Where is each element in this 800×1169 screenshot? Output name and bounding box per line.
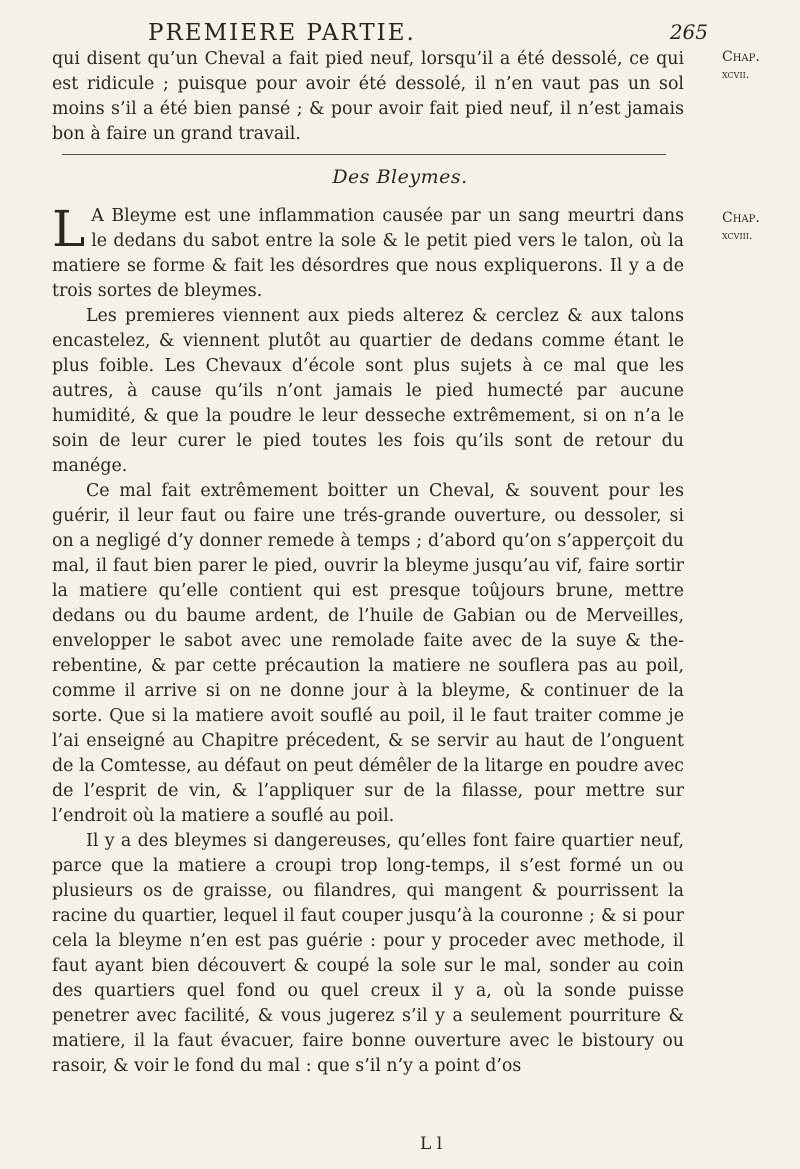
- paragraph: Ce mal fait extrêmement boitter un Cheval, & souvent pour les guérir, il leur faut ou faire une trés-grande ouverture, ou dessoler, si on a negligé d’y donner remede à temps ; d’abord qu’on s’apperçoit du mal, il faut bien parer le pied, ouvrir la bleyme jusqu’au vif, faire sortir la matiere qu’elle contient qui est presque toûjours brune, mettre dedans ou du baume ardent, de l’huile de Gabian ou de Merveilles, envelopper le sabot avec une remolade faite avec de la suye & the-rebentine, & par cette précaution la matiere ne souflera pas au poil, comme il arrive si on ne donne jour à la bleyme, & continuer de la sorte. Que si la matiere avoit souflé au poil, il le faut traiter comme je l’ai enseigné au Chapitre précedent, & se servir au haut de l’onguent de la Comtesse, au défaut on peut démêler de la litarge en poudre avec de l’esprit de vin, & l’appliquer sur de la filasse, pour mettre sur l’endroit où la matiere a souflé au poil.: [52, 481, 684, 826]
- paragraph: [52, 200, 684, 304]
- margin-note-label: Chap.: [722, 49, 760, 65]
- paragraph: Il y a des bleymes si dangereuses, qu’elles font faire quartier neuf, parce que la matiere a croupi trop long-temps, il s’est formé un ou plusieurs os de graisse, ou filandres, qui mangent & pourrissent la racine du quartier, lequel il faut couper jusqu’à la couronne ; & si pour cela la bleyme n’en est pas guérie : pour y proceder avec methode, il faut ayant bien découvert & coupé la sole sur le mal, sonder au coin des quartiers quel fond ou quel creux il y a, où la sonde puisse penetrer avec facilité, & vous jugerez s’il y a seulement pourriture & matiere, il la faut évacuer, faire bonne ouverture avec le bistoury ou rasoir, & voir le fond du mal : que s’il n’y a point d’os: [52, 831, 684, 1076]
- margin-note-chapter: [722, 49, 792, 83]
- margin-note-chapter: [722, 210, 792, 244]
- margin-note-number: xcvii.: [722, 68, 750, 81]
- opening-text: [52, 47, 684, 147]
- paragraph-text: A Bleyme est une inflammation causée par un sang meurtri dans le dedans du sabot entre la sole & le petit pied vers le talon, où la matiere se forme & fait les désordres que nous expliquerons. Il y a de trois sortes de bleymes.: [52, 206, 684, 301]
- running-header: [148, 20, 708, 50]
- margin-note-label: Chap.: [722, 210, 760, 226]
- section-title: Des Bleymes.: [332, 166, 468, 188]
- body-text: [52, 200, 684, 1079]
- opening-paragraph: qui disent qu’un Cheval a fait pied neuf, lorsqu’il a été dessolé, ce qui est ridicule ; puisque pour avoir été dessolé, il n’en vaut pas un sol moins s’il a été bien pansé ; & pour avoir fait pied neuf, il n’est jamais bon à faire un grand travail.: [52, 49, 684, 144]
- paragraph: Les premieres viennent aux pieds alterez & cerclez & aux talons encastelez, & viennent plutôt au quartier de dedans comme étant le plus foible. Les Chevaux d’école sont plus sujets à ce mal que les autres, à cause qu’ils n’ont jamais le pied humecté par aucune humidité, & que la poudre le leur desseche extrêmement, si on n’a le soin de leur curer le pied toutes les fois qu’ils sont de retour du manége.: [52, 306, 684, 476]
- drop-cap: L: [52, 200, 86, 258]
- signature-mark: L l: [420, 1134, 443, 1154]
- page-number: 265: [669, 20, 708, 44]
- section-divider: [62, 154, 666, 155]
- margin-note-number: xcviii.: [722, 229, 753, 242]
- header-title: PREMIERE PARTIE.: [148, 20, 416, 46]
